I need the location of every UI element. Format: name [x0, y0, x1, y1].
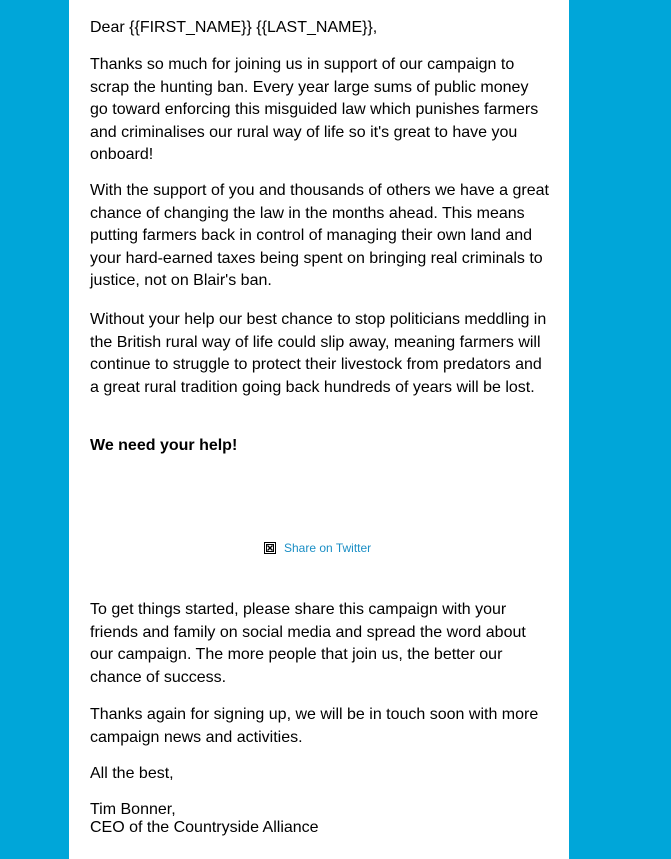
paragraph-warning: Without your help our best chance to stop politicians meddling in the British rural way of life could slip away, meaning farmers will continue to struggle to protect their livestock from predators and a great rural tradition going back hundreds of years will be lost.	[90, 311, 547, 396]
call-to-action: We need your help!	[90, 437, 238, 454]
signature-name: Tim Bonner,	[90, 801, 176, 818]
share-on-twitter-link[interactable]	[264, 540, 371, 556]
greeting: Dear {{FIRST_NAME}} {{LAST_NAME}},	[90, 19, 378, 36]
paragraph-support: With the support of you and thousands of others we have a great chance of changing the law in the months ahead. This means putting farmers back in control of managing their own land and your hard-earned taxes being spent on bringing real criminals to justice, not on Blair's ban.	[90, 182, 549, 289]
paragraph-share: To get things started, please share this campaign with your friends and family on social media and spread the word about our campaign. The more people that join us, the better our chance of success.	[90, 601, 526, 686]
paragraph-intro: Thanks so much for joining us in support of our campaign to scrap the hunting ban. Every year large sums of public money go toward enforcing this misguided law which punishes farmers and criminalises our rural way of life so it's great to have you onboard!	[90, 56, 539, 163]
broken-image-icon	[264, 542, 276, 554]
share-on-twitter-label: Share on Twitter	[284, 540, 372, 555]
signoff: All the best,	[90, 765, 174, 782]
email-body	[69, 0, 569, 859]
paragraph-thanks: Thanks again for signing up, we will be in touch soon with more campaign news and activities.	[90, 706, 539, 746]
signature-title: CEO of the Countryside Alliance	[90, 819, 319, 836]
signature	[90, 801, 550, 837]
